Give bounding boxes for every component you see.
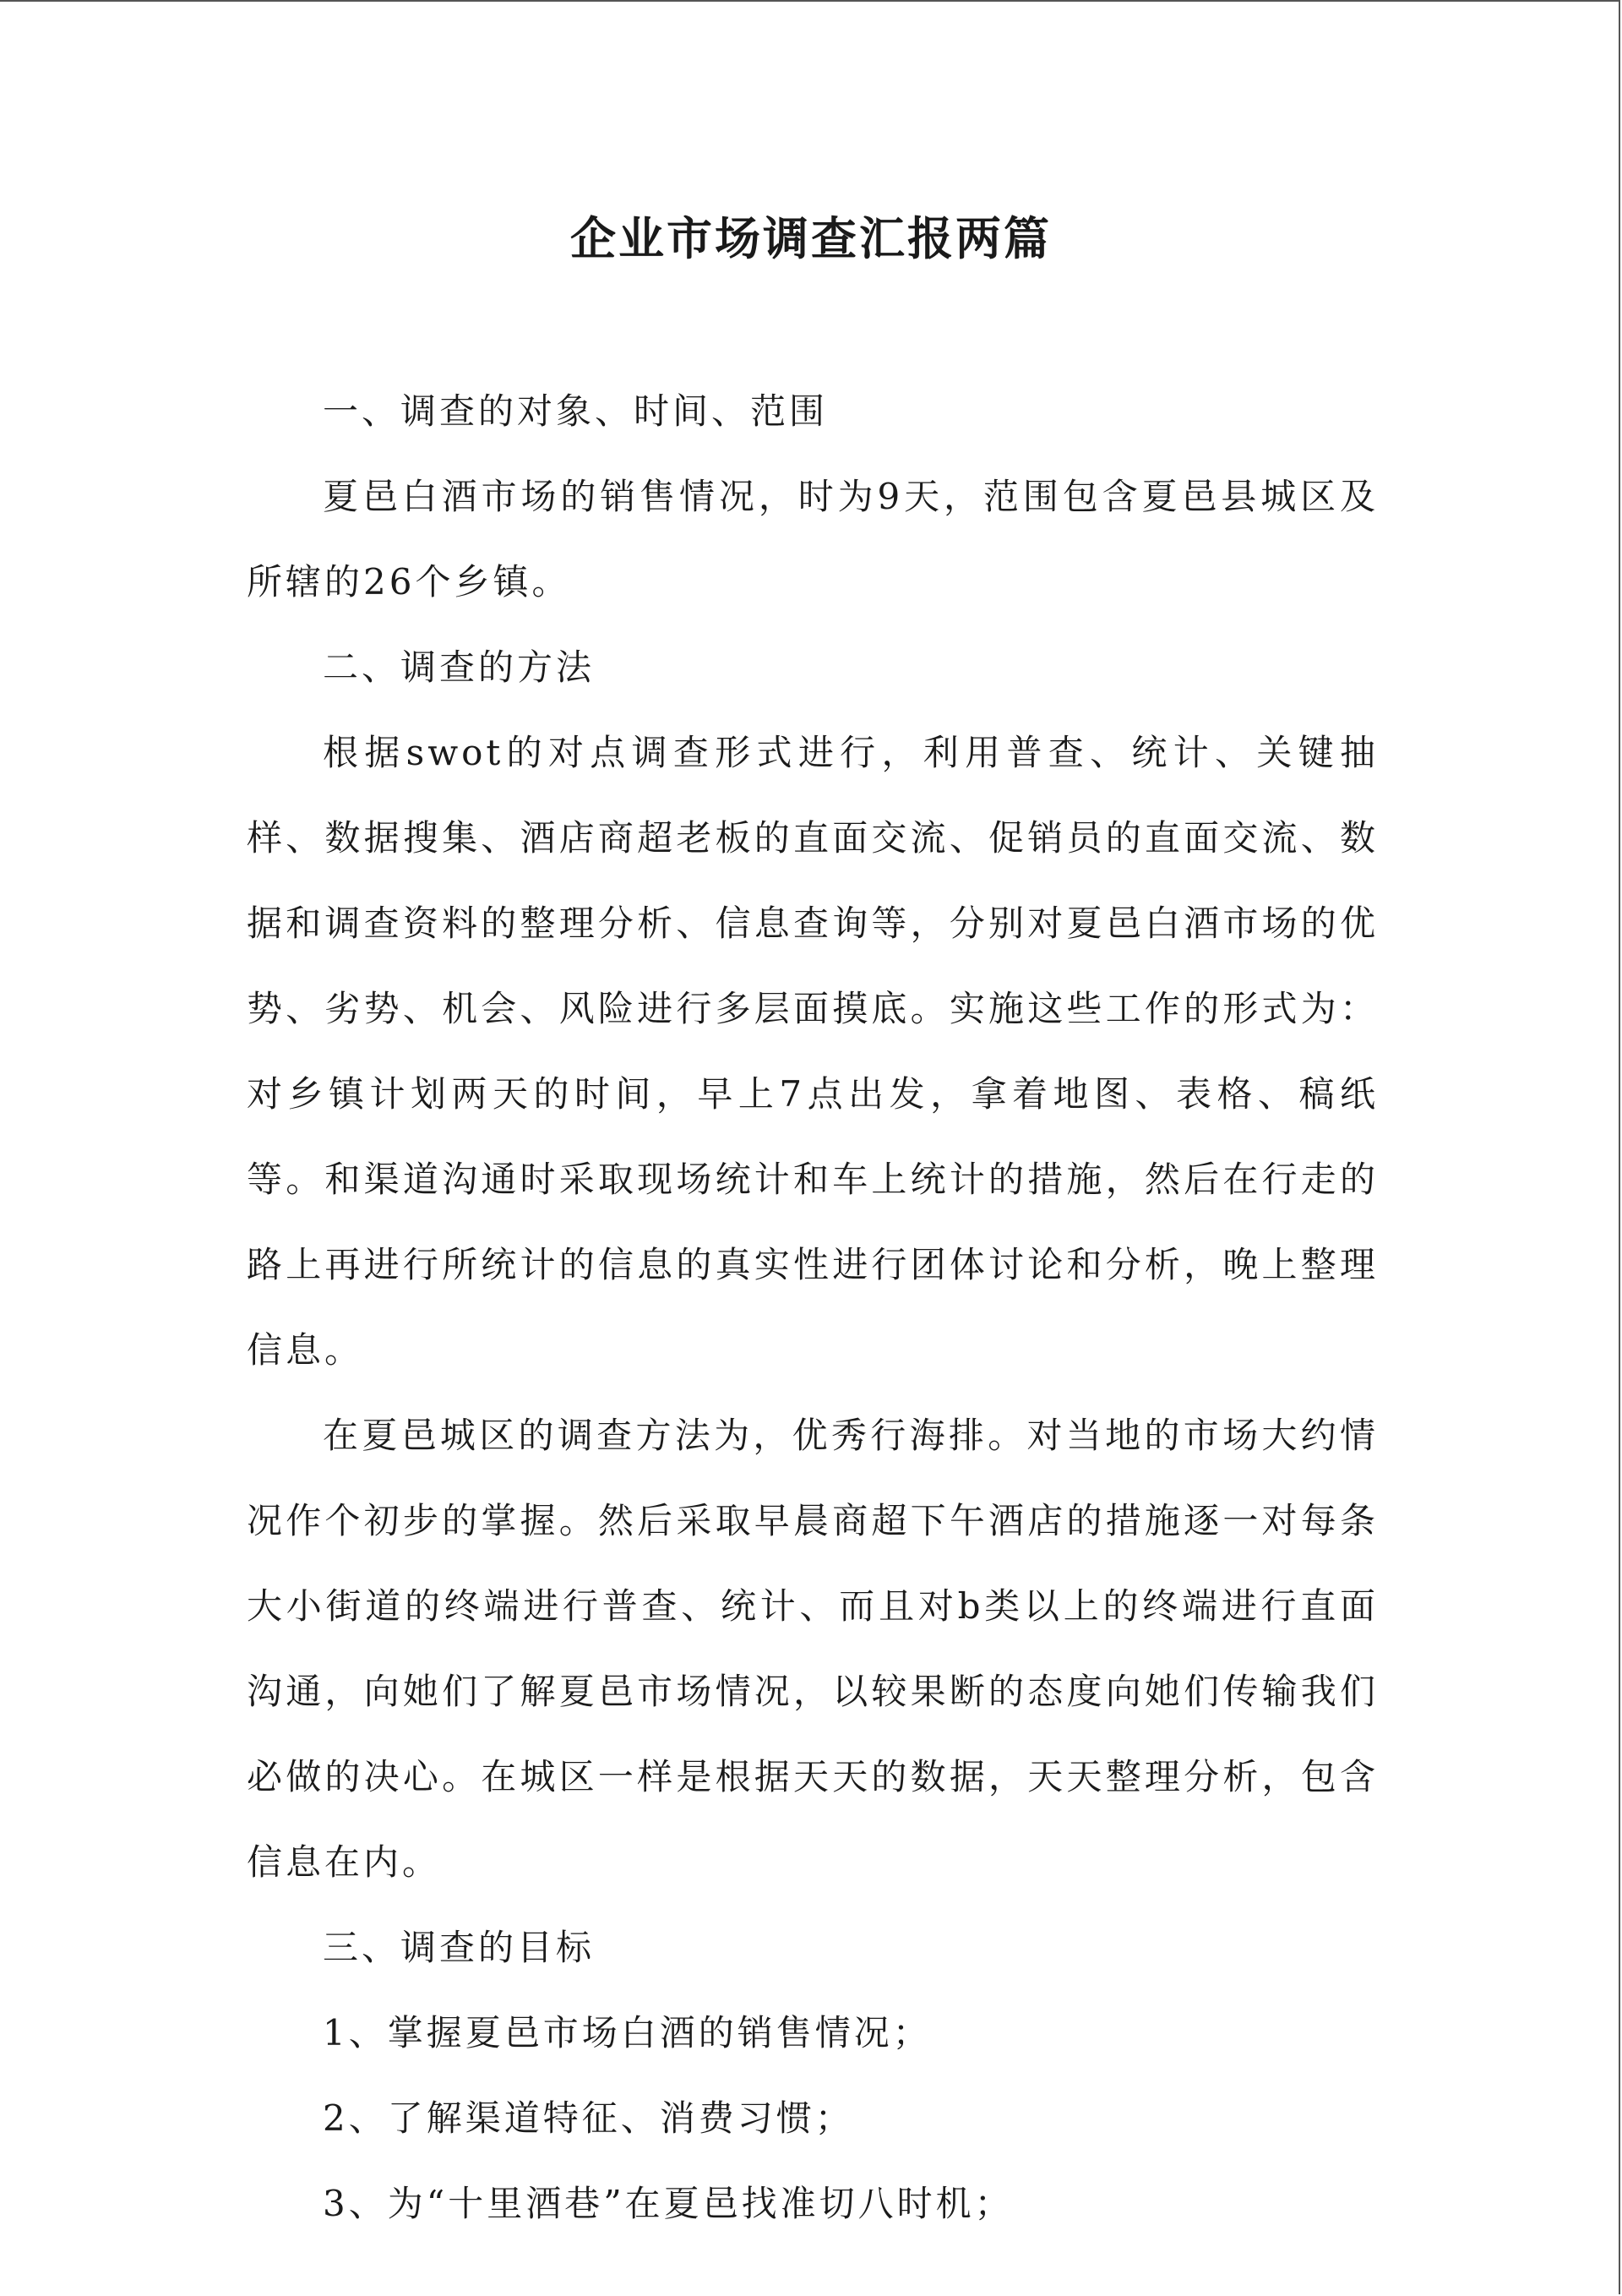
section-heading-2: 二、调查的方法 [323,646,596,688]
goal-item-1: 1、掌握夏邑市场白酒的销售情况； [323,2012,932,2053]
section-heading-3: 三、调查的目标 [323,1927,596,1968]
paragraph-scope: 夏邑白酒市场的销售情况，时为9天，范围包含夏邑县城区及所辖的26个乡镇。 [247,476,1379,603]
document-body [247,368,1379,2246]
paragraph-city-method: 在夏邑城区的调查方法为，优秀行海排。对当地的市场大约情况作个初步的掌握。然后采取早晨商超下午酒店的措施逐一对每条大小街道的终端进行普查、统计、而且对b类以上的终端进行直面沟通，向她们了解夏邑市场情况，以较果断的态度向她们传输我们必做的决心。在城区一样是根据天天的数据，天天整理分析，包含信息在内。 [247,1415,1379,1883]
goal-item-2: 2、了解渠道特征、消费习惯； [323,2097,854,2139]
paragraph-method: 根据swot的对点调查形式进行，利用普查、统计、关键抽样、数据搜集、酒店商超老板的直面交流、促销员的直面交流、数据和调查资料的整理分析、信息查询等，分别对夏邑白酒市场的优势、劣势、机会、风险进行多层面摸底。实施这些工作的形式为：对乡镇计划两天的时间，早上7点出发，拿着地图、表格、稿纸等。和渠道沟通时采取现场统计和车上统计的措施，然后在行走的路上再进行所统计的信息的真实性进行团体讨论和分析，晚上整理信息。 [247,732,1379,1371]
document-title: 企业市场调查汇报两篇 [570,211,1052,265]
goal-item-3: 3、为“十里酒巷”在夏邑找准切八时机； [323,2183,1014,2224]
section-heading-1: 一、调查的对象、时间、范围 [323,390,829,432]
